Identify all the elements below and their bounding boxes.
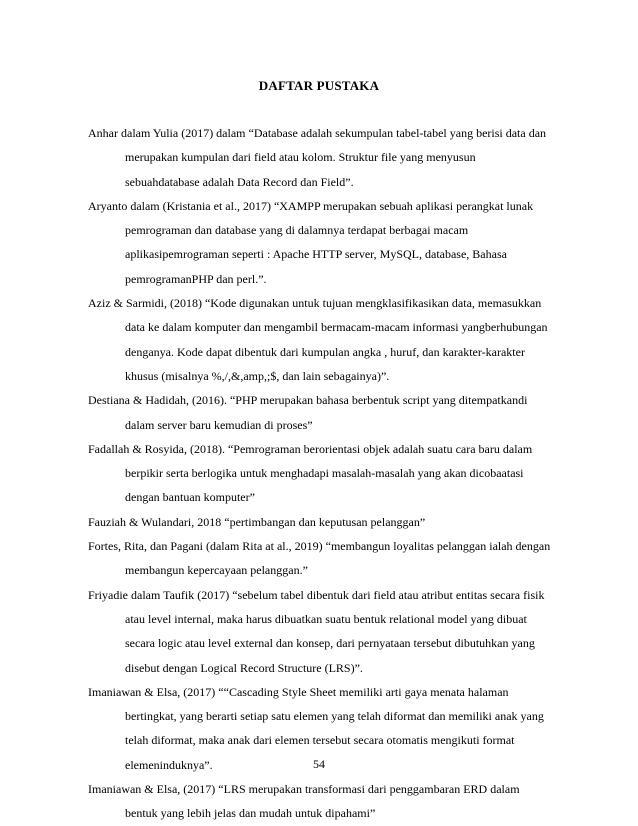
page-number: 54 [313,757,325,771]
reference-list [88,121,553,826]
reference-entry: Friyadie dalam Taufik (2017) “sebelum tabel dibentuk dari field atau atribut entitas secara fisik atau level internal, maka harus dibuatkan suatu bentuk relational model yang dibuat secara logic atau level external dan konsep, dari pernyataan tersebut dibutuhkan yang disebut dengan Logical Record Structure (LRS)”. [88,587,545,675]
reference-entry: Fauziah & Wulandari, 2018 “pertimbangan dan keputusan pelanggan” [88,514,426,529]
reference-entry: Anhar dalam Yulia (2017) dalam “Database adalah sekumpulan tabel-tabel yang berisi data dan merupakan kumpulan dari field atau kolom. Struktur file yang menyusun sebuahdatabase adalah Data Record dan Field”. [88,126,547,189]
reference-entry: Aziz & Sarmidi, (2018) “Kode digunakan untuk tujuan mengklasifikasikan data, memasukkan data ke dalam komputer dan mengambil bermacam-macam informasi yangberhubungan denganya. Kode dapat dibentuk dari kumpulan angka , huruf, dan karakter-karakter khusus (misalnya %,/,&,amp,;$, dan lain sebagainya)”. [88,296,548,383]
reference-entry: Imaniawan & Elsa, (2017) “LRS merupakan transformasi dari penggambaran ERD dalam bentuk yang lebih jelas dan mudah untuk dipahami” [88,782,520,821]
reference-entry: Fortes, Rita, dan Pagani (dalam Rita at al., 2019) “membangun loyalitas pelanggan ialah dengan membangun kepercayaan pelanggan.” [88,539,551,578]
reference-entry: Imaniawan & Elsa, (2017) ““Cascading Style Sheet memiliki arti gaya menata halaman bertingkat, yang berarti setiap satu elemen yang telah diformat dan memiliki anak yang telah diformat, maka anak dari elemen tersebut secara otomatis mengikuti format elemeninduknya”. [88,684,544,772]
page-title: DAFTAR PUSTAKA [258,78,380,93]
reference-entry: Aryanto dalam (Kristania et al., 2017) “XAMPP merupakan sebuah aplikasi perangkat lunak pemrograman dan database yang di dalamnya terdapat berbagai macam aplikasipemrograman seperti : Apache HTTP server, MySQL, database, Bahasa pemrogramanPHP dan perl.”. [88,198,534,286]
reference-entry: Destiana & Hadidah, (2016). “PHP merupakan bahasa berbentuk script yang ditempatkandi dalam server baru kemudian di proses” [88,393,528,432]
reference-entry: Fadallah & Rosyida, (2018). “Pemrograman berorientasi objek adalah suatu cara baru dalam berpikir serta berlogika untuk menghadapi masalah-masalah yang akan dicobaatasi dengan bantuan komputer” [88,441,533,505]
